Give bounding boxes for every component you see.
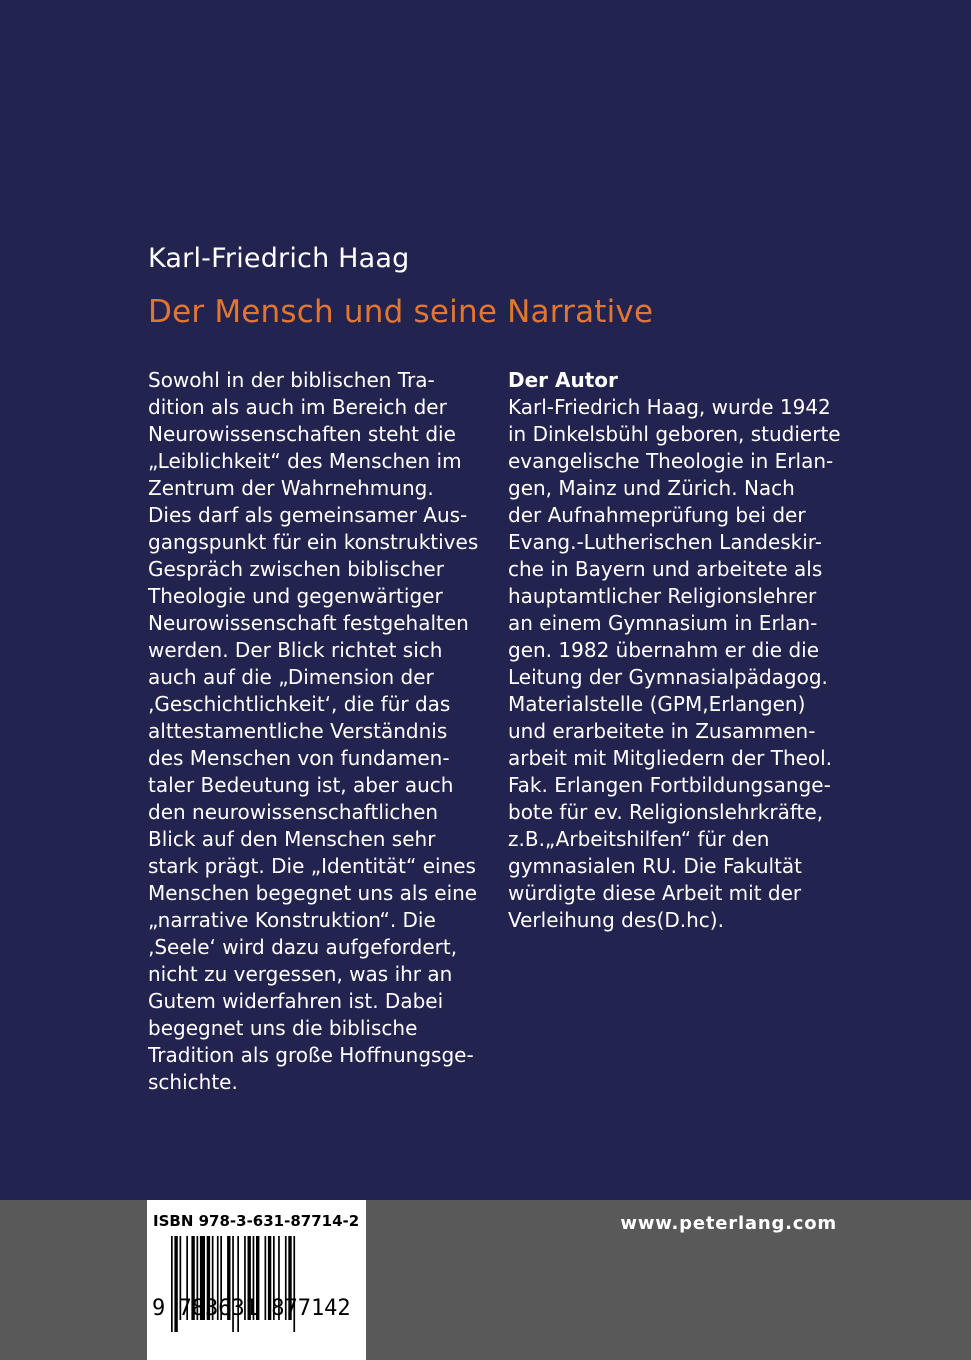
isbn-barcode-box bbox=[147, 1200, 366, 1360]
blurb-line: nicht zu vergessen, was ihr an bbox=[148, 962, 453, 986]
book-title: Der Mensch und seine Narrative bbox=[148, 294, 654, 330]
blurb-line: des Menschen von fundamen- bbox=[148, 746, 450, 770]
blurb-line: dition als auch im Bereich der bbox=[148, 395, 447, 419]
bio-line: bote für ev. Religionslehrkräfte, bbox=[508, 800, 824, 824]
blurb-line: schichte. bbox=[148, 1070, 238, 1094]
bio-line: hauptamtlicher Religionslehrer bbox=[508, 584, 817, 608]
blurb-line: Theologie und gegenwärtiger bbox=[148, 584, 443, 608]
blurb-line: „narrative Konstruktion“. Die bbox=[148, 908, 436, 932]
blurb-column bbox=[148, 367, 488, 1096]
bio-line: arbeit mit Mitgliedern der Theol. bbox=[508, 746, 833, 770]
barcode-digits: 9 783631 877142 bbox=[152, 1296, 351, 1321]
bio-line: gen. 1982 übernahm er die die bbox=[508, 638, 819, 662]
bio-text bbox=[508, 394, 853, 934]
blurb-line: ‚Geschichtlichkeit‘, die für das bbox=[148, 692, 451, 716]
blurb-line: Gutem widerfahren ist. Dabei bbox=[148, 989, 444, 1013]
blurb-line: auch auf die „Dimension der bbox=[148, 665, 434, 689]
blurb-line: Gespräch zwischen biblischer bbox=[148, 557, 444, 581]
bio-line: gen, Mainz und Zürich. Nach bbox=[508, 476, 795, 500]
bio-line: Karl-Friedrich Haag, wurde 1942 bbox=[508, 395, 831, 419]
blurb-line: Zentrum der Wahrnehmung. bbox=[148, 476, 434, 500]
blurb-line: stark prägt. Die „Identität“ eines bbox=[148, 854, 476, 878]
author-bio-column bbox=[508, 367, 853, 934]
blurb-line: Tradition als große Hoffnungsge- bbox=[148, 1043, 474, 1067]
blurb-line: gangspunkt für ein konstruktives bbox=[148, 530, 479, 554]
bio-line: che in Bayern und arbeitete als bbox=[508, 557, 823, 581]
bio-line: Evang.-Lutherischen Landeskir- bbox=[508, 530, 822, 554]
isbn-label: ISBN 978-3-631-87714-2 bbox=[153, 1212, 360, 1230]
blurb-line: Blick auf den Menschen sehr bbox=[148, 827, 436, 851]
bio-heading: Der Autor bbox=[508, 368, 618, 392]
blurb-line: ‚Seele‘ wird dazu aufgefordert, bbox=[148, 935, 458, 959]
bio-line: evangelische Theologie in Erlan- bbox=[508, 449, 834, 473]
blurb-line: begegnet uns die biblische bbox=[148, 1016, 418, 1040]
blurb-line: taler Bedeutung ist, aber auch bbox=[148, 773, 454, 797]
bio-line: Fak. Erlangen Fortbildungsange- bbox=[508, 773, 831, 797]
blurb-line: Neurowissenschaft festgehalten bbox=[148, 611, 469, 635]
blurb-line: Dies darf als gemeinsamer Aus- bbox=[148, 503, 468, 527]
blurb-line: alttestamentliche Verständnis bbox=[148, 719, 448, 743]
author-name: Karl-Friedrich Haag bbox=[148, 243, 410, 274]
bio-line: Materialstelle (GPM,Erlangen) bbox=[508, 692, 806, 716]
blurb-line: „Leiblichkeit“ des Menschen im bbox=[148, 449, 462, 473]
blurb-line: werden. Der Blick richtet sich bbox=[148, 638, 443, 662]
bio-line: z.B.„Arbeitshilfen“ für den bbox=[508, 827, 770, 851]
publisher-url: www.peterlang.com bbox=[620, 1213, 837, 1234]
bio-line: der Aufnahmeprüfung bei der bbox=[508, 503, 806, 527]
bio-line: gymnasialen RU. Die Fakultät bbox=[508, 854, 803, 878]
blurb-line: Neurowissenschaften steht die bbox=[148, 422, 456, 446]
bio-line: Verleihung des(D.hc). bbox=[508, 908, 724, 932]
blurb-line: Sowohl in der biblischen Tra- bbox=[148, 368, 435, 392]
blurb-line: Menschen begegnet uns als eine bbox=[148, 881, 478, 905]
bio-line: Leitung der Gymnasialpädagog. bbox=[508, 665, 828, 689]
bio-line: an einem Gymnasium in Erlan- bbox=[508, 611, 818, 635]
bio-line: in Dinkelsbühl geboren, studierte bbox=[508, 422, 841, 446]
blurb-line: den neurowissenschaftlichen bbox=[148, 800, 439, 824]
bio-line: und erarbeitete in Zusammen- bbox=[508, 719, 816, 743]
bio-line: würdigte diese Arbeit mit der bbox=[508, 881, 802, 905]
